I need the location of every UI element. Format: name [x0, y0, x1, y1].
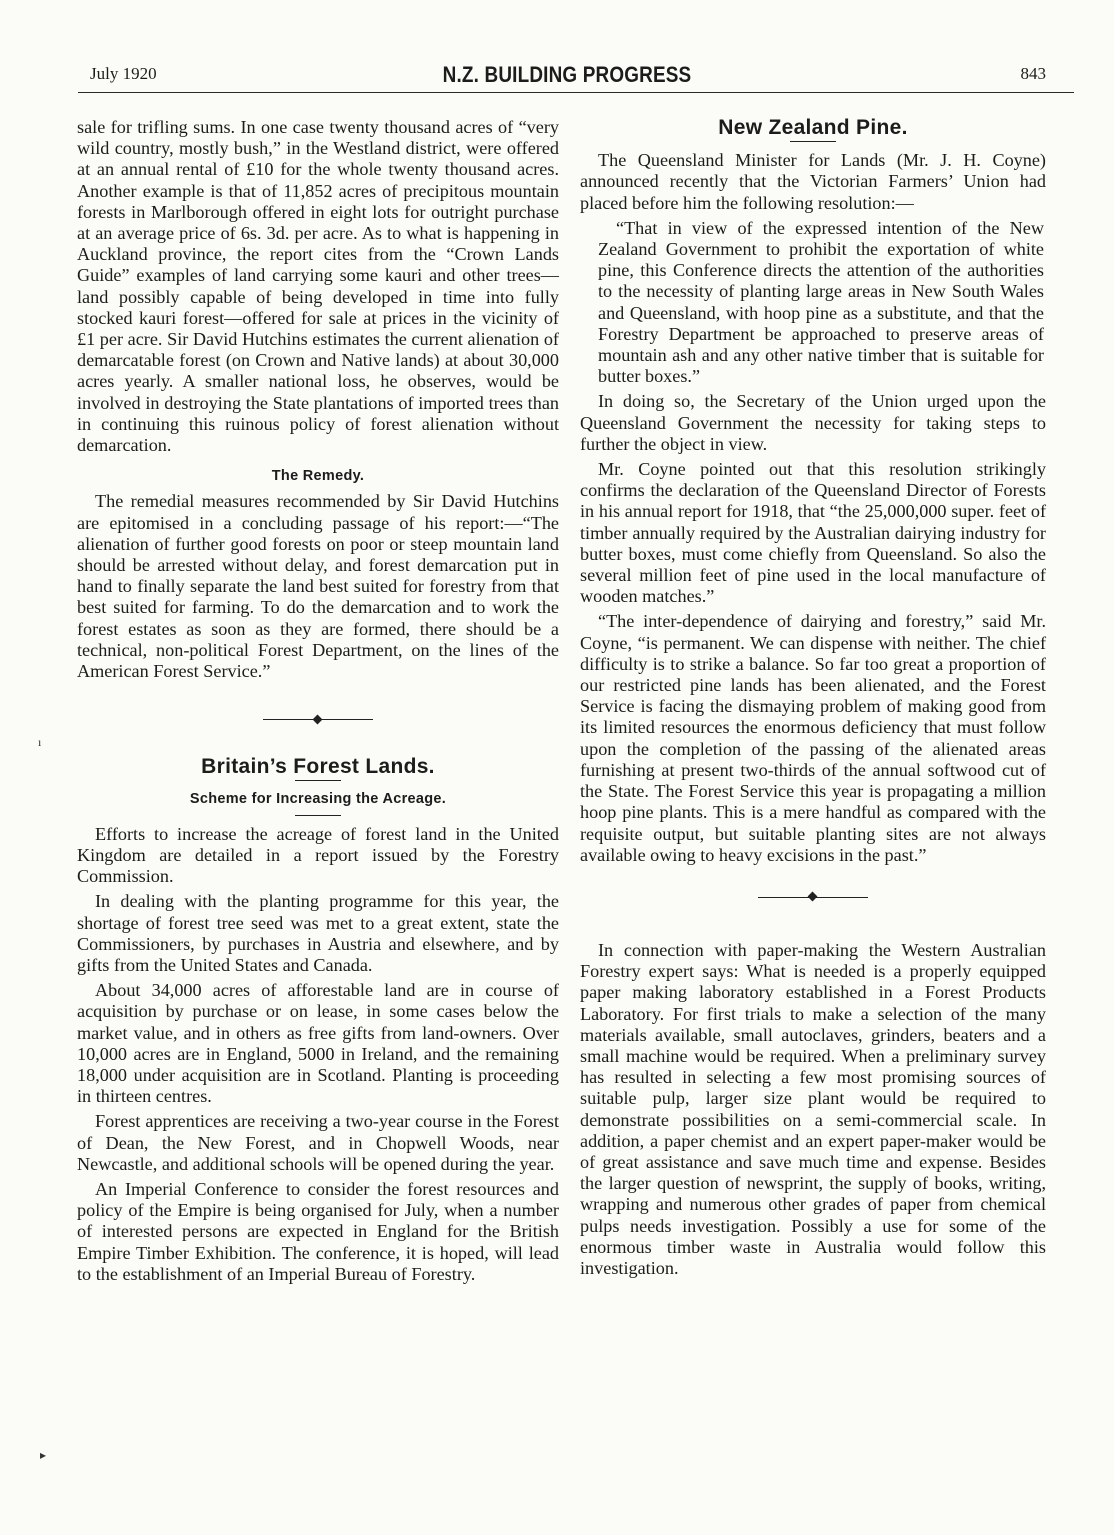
section-divider-ornament [758, 892, 868, 904]
header-rule [78, 92, 1074, 93]
page-number: 843 [1020, 64, 1046, 83]
article-paragraph: sale for trifling sums. In one case twenty thousand acres of “very wild country, mostly bush,” in the Westland district, were offered at an annual rental of £10 for the whole twenty thousand acres. Another example is that of 11,852 acres of precipitous mountain forests in Marlborough offered in eight lots for outright purchase at an average price of 6s. 3d. per acre. As to what is happening in Auckland province, the report cites from the “Crown Lands Guide” examples of land carrying some kauri and other trees—land possibly capable of being developed in time into fully stocked kauri forest—offered for sale at prices in the vicinity of £1 per acre. Sir David Hutchins estimates the current alienation of demarcatable forest (on Crown and Native lands) at about 30,000 acres yearly. A smaller national loss, he observes, would be involved in destroying the State plantations of imported trees than in continuing this ruinous policy of forest alienation without demarcation. [77, 117, 559, 456]
right-column [580, 117, 1046, 1283]
article-paragraph: An Imperial Conference to consider the forest resources and policy of the Empire is being organised for July, when a number of interested persons are expected in England for the British Empire Timber Exhibition. The conference, it is hoped, will lead to the establishment of an Imperial Bureau of Forestry. [77, 1178, 559, 1284]
article-paragraph: In doing so, the Secretary of the Union urged upon the Queensland Government the necessity for taking steps to further the object in view. [580, 391, 1046, 454]
article-paragraph: In dealing with the planting programme for this year, the shortage of forest tree seed was met to a great extent, state the Commissioners, by purchases in Austria and elsewhere, and by gifts from the United States and Canada. [77, 891, 559, 975]
publication-title: N.Z. BUILDING PROGRESS [442, 62, 692, 87]
left-column [77, 117, 559, 1289]
margin-mark: ▸ [40, 1448, 47, 1462]
article-paragraph: Efforts to increase the acreage of forest land in the United Kingdom are detailed in a report issued by the Forestry Commission. [77, 823, 559, 887]
margin-mark: ı [38, 735, 42, 749]
article-title-britain: Britain’s Forest Lands. [201, 755, 435, 779]
subtitle-rule [295, 815, 341, 816]
running-header [80, 62, 1054, 92]
quoted-resolution: “That in view of the expressed intention of the New Zealand Government to prohibit the exportation of white pine, this Conference directs the attention of the authorities to the necessity of planting large areas in New South Wales and Queensland, with hoop pine as a substitute, and that the Forestry Department be approached to preserve areas of mountain ash and any other native timber that is suitable for butter boxes.” [598, 217, 1044, 387]
article-title-nz-pine: New Zealand Pine. [718, 116, 908, 139]
issue-date: July 1920 [90, 64, 157, 83]
title-rule [790, 141, 836, 142]
article-paragraph: The remedial measures recommended by Sir David Hutchins are epitomised in a concluding passage of his report:—“The alienation of further good forests on poor or steep mountain land should be arrested without delay, and forest demarcation put in hand to finally separate the land best suited for forestry from that best suited for farming. To do the demarcation and to work the forest estates as soon as they are formed, there should be a technical, non-political Forest Department, on the lines of the American Forest Service.” [77, 491, 559, 682]
article-paragraph: In connection with paper-making the Western Australian Forestry expert says: What is needed is a properly equipped paper making laboratory established in a Forest Products Laboratory. For first trials to make a selection of the many materials available, small autoclaves, grinders, beaters and a small machine would be required. When a preliminary survey has resulted in selecting a few most promising sources of suitable pulp, larger size plant would be required to demonstrate possibilities on a semi-commercial scale. In addition, a paper chemist and an expert paper-maker would be of great assistance and save much time and expense. Besides the larger question of newsprint, the supply of books, writing, wrapping and numerous other grades of paper from chemical pulps needs investigation. Possibly a use for some of the enormous timber waste in Australia would follow this investigation. [580, 939, 1046, 1278]
article-paragraph: About 34,000 acres of afforestable land are in course of acquisition by purchase or on lease, in some cases below the market value, and in others as free gifts from land-owners. Over 10,000 acres are in England, 5000 in Ireland, and the remaining 18,000 under acquisition are in Scotland. Planting is proceeding in thirteen centres. [77, 980, 559, 1107]
article-paragraph: Mr. Coyne pointed out that this resolution strikingly confirms the declaration of the Queensland Director of Forests in his annual report for 1918, that “the 25,000,000 super. feet of timber annually required by the Australian dairying industry for butter boxes, must come chiefly from Queensland. So also the several million feet of pine used in the local manufacture of wooden matches.” [580, 459, 1046, 607]
article-paragraph: Forest apprentices are receiving a two-year course in the Forest of Dean, the New Forest, and in Chopwell Woods, near Newcastle, and additional schools will be opened during the year. [77, 1111, 559, 1174]
section-heading-remedy: The Remedy. [271, 468, 365, 485]
article-paragraph: “The inter-dependence of dairying and forestry,” said Mr. Coyne, “is permanent. We can dispense with neither. The chief difficulty is to strike a balance. So far too great a proportion of our restricted pine lands has been alienated, and the Forest Service is facing the dismaying problem of making good from its limited resources the enormous deficiency that must follow upon the completion of the passing of the alienated areas furnishing at present two-thirds of the annual softwood cut of the State. The Forest Service this year is propagating a million hoop pine plants. This is a mere handful as compared with the requisite output, but suitable planting sites are not always available owing to heavy excisions in the past.” [580, 611, 1046, 865]
article-paragraph: The Queensland Minister for Lands (Mr. J. H. Coyne) announced recently that the Victorian Farmers’ Union had placed before him the following resolution:— [580, 150, 1046, 213]
article-subtitle: Scheme for Increasing the Acreage. [189, 791, 447, 808]
title-rule [295, 780, 341, 781]
section-divider-ornament [263, 714, 373, 726]
